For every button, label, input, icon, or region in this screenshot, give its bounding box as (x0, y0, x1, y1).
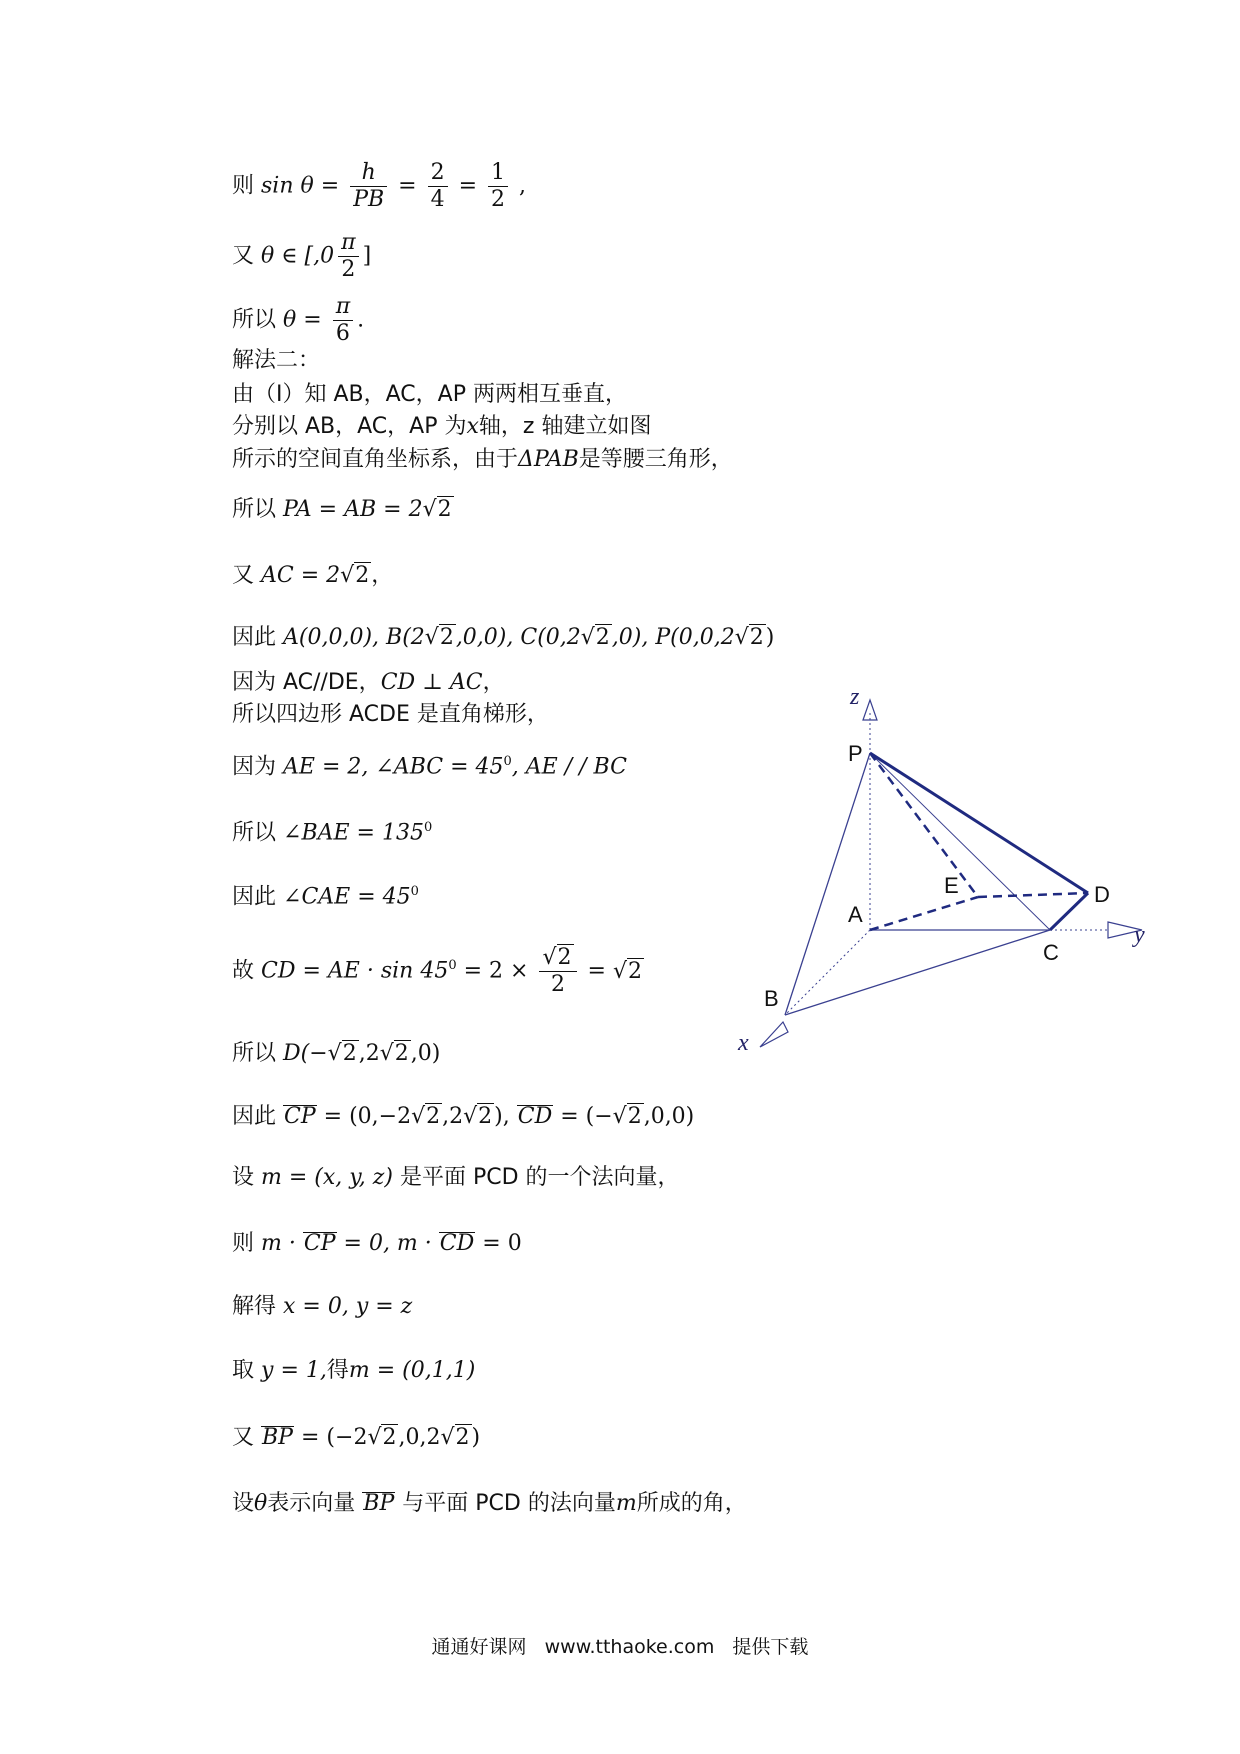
line-cae: 因此 ∠CAE = $45^0$ (232, 884, 419, 910)
footer-note: 提供下载 (732, 1636, 809, 1658)
fraction: $\frac{√2}{2}$ (539, 945, 576, 998)
footer-url[interactable]: www.tthaoke.com (544, 1636, 715, 1658)
edge-cd (1050, 893, 1088, 930)
pyramid-figure (720, 680, 1160, 1060)
line-method-two: 解法二： (232, 348, 321, 373)
page-footer (0, 1632, 1240, 1659)
line-cd-length: 故 CD = AE · $\sin 45^0 = 2$ × $\frac{√2}{2}$ = √2 (232, 945, 642, 997)
line-axes: 分别以 AB，AC，AP 为x轴，z 轴建立如图 (232, 414, 652, 439)
label-b: B (764, 986, 779, 1011)
line-vectors-cp-cd: 因此 CP = (0,−2√2,2√2), CD = (−√2,0,0) (232, 1104, 695, 1129)
line-ae-abc: 因为 AE = 2, ∠ABC = $45^0$, AE / / BC (232, 754, 627, 780)
fraction: $\frac{\pi}{2}$ (338, 230, 358, 283)
axis-label-z: z (850, 684, 860, 710)
edge-bc (785, 930, 1050, 1015)
footer-site: 通通好课网 (431, 1636, 527, 1658)
line-solution: 解得 x = 0, y = z (232, 1294, 413, 1319)
label-p: P (848, 741, 863, 766)
line-point-d: 所以 D(−√2,2√2,0) (232, 1041, 441, 1066)
fraction: $\frac{1}{2}$ (488, 160, 508, 213)
line-ac: 又 AC = 2√2， (232, 563, 394, 588)
line-ac-parallel-de: 因为 AC//DE，CD ⊥ AC， (232, 670, 505, 695)
line-trapezoid: 所以四边形 ACDE 是直角梯形， (232, 702, 549, 727)
line-take-y: 取 y = 1,得m = (0,1,1) (232, 1358, 476, 1383)
z-arrow-icon (863, 700, 877, 720)
line-dot-products: 则 m · CP = 0, m · CD = 0 (232, 1231, 522, 1256)
fraction: $\frac{h}{PB}$ (350, 160, 387, 213)
line-bae: 所以 ∠BAE = $135^0$ (232, 820, 433, 846)
edge-pd (870, 753, 1088, 893)
label-a: A (848, 902, 863, 927)
fraction: $\frac{2}{4}$ (428, 160, 448, 213)
axis-label-x: x (738, 1030, 749, 1056)
line-pa-ab: 所以 PA = AB = 2√2 (232, 497, 452, 522)
label-e: E (944, 873, 959, 898)
edge-ae (870, 897, 978, 930)
line-perpendicular: 由（Ⅰ）知 AB，AC，AP 两两相互垂直， (232, 382, 627, 407)
line-angle-definition: 设θ表示向量 BP 与平面 PCD 的法向量m所成的角， (232, 1491, 747, 1516)
edge-pe (870, 753, 978, 897)
line-normal-vector: 设 m = (x, y, z) 是平面 PCD 的一个法向量， (232, 1165, 680, 1190)
edge-pb (785, 753, 870, 1015)
line-points: 因此 A(0,0,0), B(2√2,0,0), C(0,2√2,0), P(0,0,2√2) (232, 625, 775, 650)
line-coordinate-system: 所示的空间直角坐标系，由于ΔPAB是等腰三角形， (232, 447, 733, 472)
line-vector-bp: 又 BP = (−2√2,0,2√2) (232, 1425, 481, 1450)
line-sin-theta: 则 sin θ = $\frac{h}{PB}$ = $\frac{2}{4}$ = $\frac{1}{2}$ , (232, 160, 527, 212)
x-axis (785, 930, 870, 1015)
edge-ed (978, 893, 1088, 897)
fraction: $\frac{\pi}{6}$ (333, 294, 353, 347)
label-d: D (1094, 882, 1110, 907)
line-theta-value: 所以 θ = $\frac{\pi}{6}$ . (232, 294, 365, 346)
line-theta-range: 又 θ ∈ [,0 $\frac{\pi}{2}$ ] (232, 230, 372, 282)
x-arrow-icon (760, 1022, 788, 1047)
axis-label-y: y (1134, 922, 1145, 948)
label-c: C (1043, 940, 1059, 965)
